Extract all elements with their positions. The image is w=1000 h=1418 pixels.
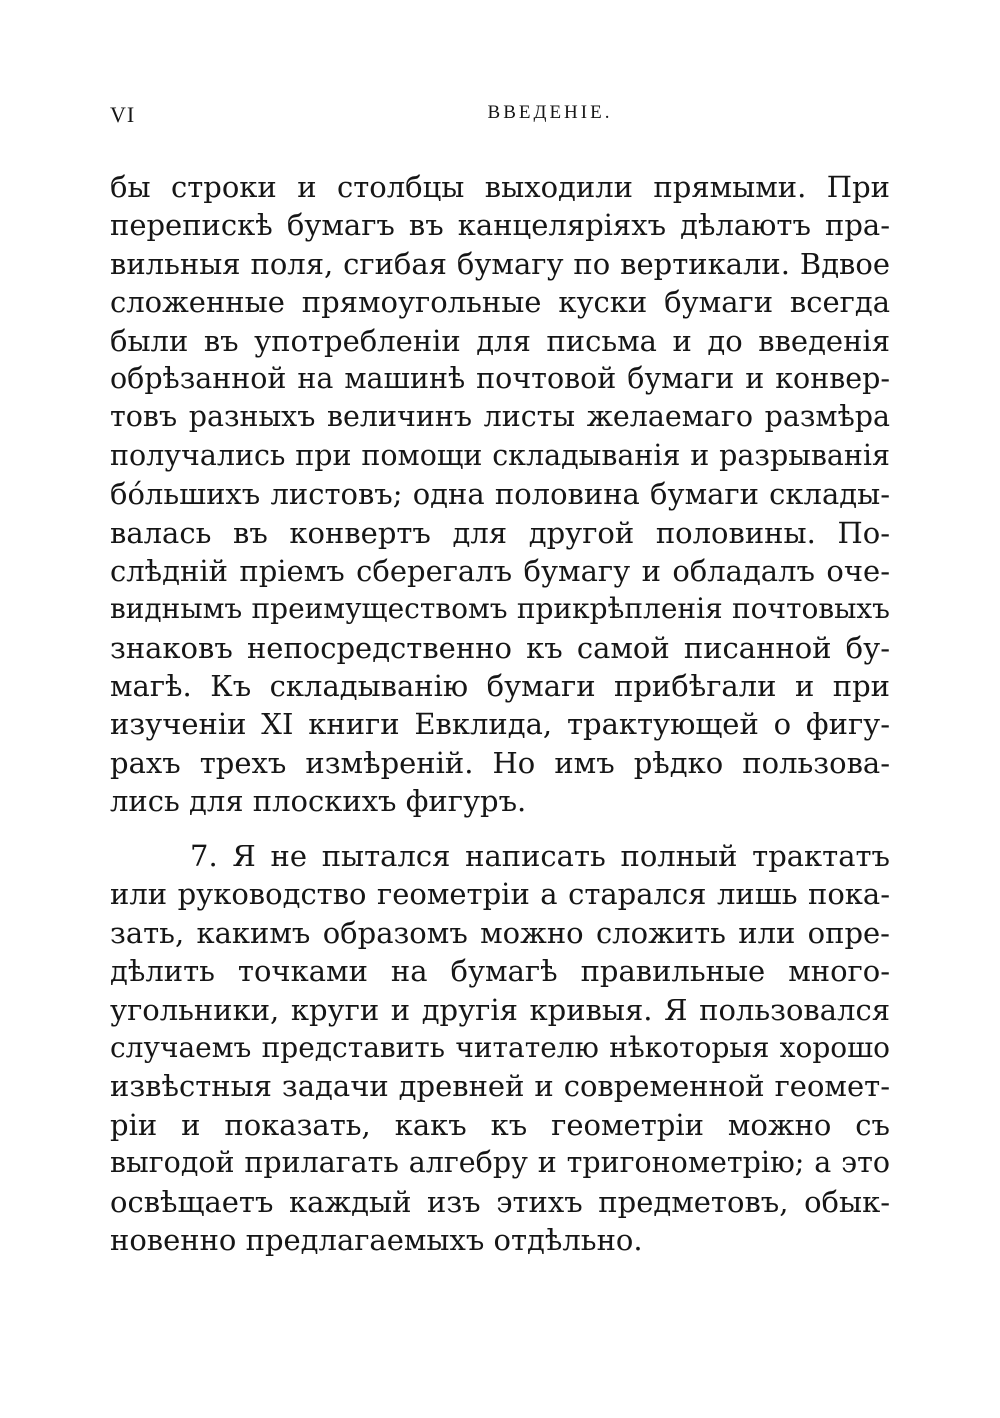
- text-line: извѣстныя задачи древней и современной геомет-: [110, 1069, 890, 1104]
- text-line: новенно предлагаемыхъ отдѣльно.: [110, 1222, 643, 1257]
- paragraph-7: [110, 837, 890, 1259]
- text-line: угольники, круги и другія кривыя. Я пользовался: [110, 992, 890, 1027]
- text-line: или руководство геометріи а старался лишь пока-: [110, 877, 890, 912]
- text-line: вильныя поля, сгибая бумагу по вертикали. Вдвое: [110, 246, 890, 281]
- running-head: [110, 102, 890, 132]
- text-line: виднымъ преимуществомъ прикрѣпленія почтовыхъ: [110, 592, 890, 626]
- text-line: лись для плоскихъ фигуръ.: [110, 784, 527, 819]
- text-line: были въ употребленіи для письма и до введенія: [110, 323, 890, 358]
- paragraph-continuation: [110, 168, 890, 821]
- text-line: товъ разныхъ величинъ листы желаемаго размѣра: [110, 400, 890, 434]
- text-line: выгодой прилагать алгебру и тригонометрію; а это: [110, 1146, 890, 1180]
- section-title: ВВЕДЕНІЕ.: [487, 102, 613, 123]
- text-line: знаковъ непосредственно къ самой писанной бу-: [110, 630, 890, 665]
- text-line: изученіи XI книги Евклида, трактующей о фигу-: [110, 707, 890, 742]
- text-line: случаемъ представить читателю нѣкоторыя хорошо: [110, 1030, 890, 1064]
- page-number: VI: [110, 102, 136, 127]
- text-line: получались при помощи складыванія и разрыванія: [110, 438, 890, 472]
- text-line: бóльшихъ листовъ; одна половина бумаги склады-: [110, 477, 890, 512]
- text-line: зать, какимъ образомъ можно сложить или опре-: [110, 915, 890, 950]
- text-line: валась въ конвертъ для другой половины. По-: [110, 515, 890, 550]
- text-line: 7. Я не пытался написать полный трактатъ: [190, 839, 890, 873]
- text-line: дѣлить точками на бумагѣ правильные много-: [110, 954, 890, 989]
- text-line: ріи и показать, какъ къ геометріи можно съ: [110, 1107, 890, 1142]
- text-line: магѣ. Къ складыванію бумаги прибѣгали и при: [110, 669, 890, 704]
- text-line: слѣдній пріемъ сберегалъ бумагу и обладалъ оче-: [110, 553, 890, 588]
- text-line: перепискѣ бумагъ въ канцеляріяхъ дѣлаютъ пра-: [110, 208, 890, 243]
- text-line: рахъ трехъ измѣреній. Но имъ рѣдко пользова-: [110, 745, 890, 780]
- text-line: освѣщаетъ каждый изъ этихъ предметовъ, обык-: [110, 1184, 890, 1219]
- text-line: обрѣзанной на машинѣ почтовой бумаги и конвер-: [110, 361, 890, 395]
- text-line: сложенные прямоугольные куски бумаги всегда: [110, 285, 890, 320]
- text-line: бы строки и столбцы выходили прямыми. При: [110, 170, 890, 204]
